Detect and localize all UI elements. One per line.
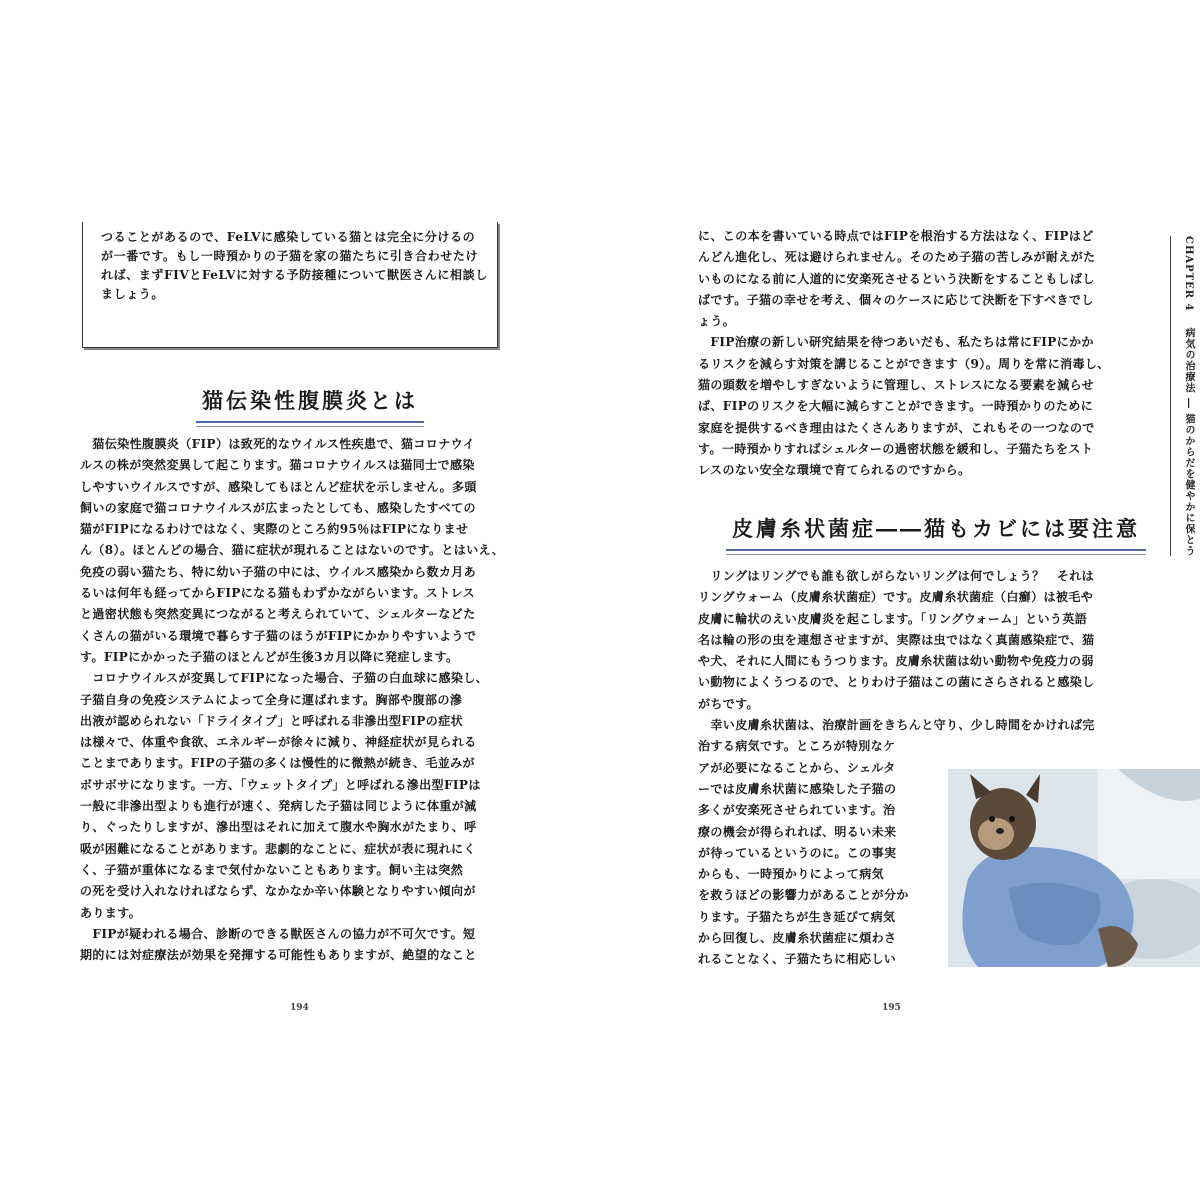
body-line: ーでは皮膚糸状菌に感染した子猫の bbox=[698, 781, 897, 796]
body-line: 名は輪の形の虫を連想させますが、実際は虫ではなく真菌感染症で、猫 bbox=[698, 632, 1095, 647]
note-line: つることがあるので、FeLVに感染している猫とは完全に分けるの bbox=[101, 230, 476, 244]
body-line: あります。 bbox=[80, 905, 142, 920]
chapter-title: 病気の治療法 ― 猫のからだを健やかに保とう bbox=[1183, 327, 1194, 557]
body-line: 療の機会が得られれば、明るい未来 bbox=[698, 824, 897, 839]
body-line: 吸が困難になることがあります。悲劇的なことに、症状が表に現れにく bbox=[80, 841, 476, 856]
body-line: ょう。 bbox=[698, 314, 736, 329]
note-line: ましょう。 bbox=[101, 287, 165, 301]
body-line: リングはリングでも誰も欲しがらないリングは何でしょう？ それは bbox=[698, 569, 1095, 583]
body-line: ことまであります。FIPの子猫の多くは慢性的に微熱が続き、毛並みが bbox=[80, 756, 475, 771]
body-line: から回復し、皮膚糸状菌症に煩わさ bbox=[698, 931, 897, 946]
body-line: ボサボサになります。一方、「ウェットタイプ」と呼ばれる滲出型FIPは bbox=[80, 777, 481, 792]
body-line: 皮膚に輪状のえい皮膚炎を起こします。「リングウォーム」という英語 bbox=[698, 611, 1088, 626]
kitten-photo bbox=[948, 769, 1200, 967]
body-line: が待っているというのに。この事実 bbox=[698, 845, 897, 860]
body-line: す。FIPにかかった子猫のほとんどが生後3カ月以降に発症します。 bbox=[80, 649, 459, 664]
right-top-text bbox=[698, 226, 1130, 482]
body-line: るいは何年も経ってからFIPになる猫もわずかながらいます。ストレス bbox=[80, 586, 476, 601]
body-line: いものになる前に人道的に安楽死させるという決断をすることもしばし bbox=[698, 271, 1095, 286]
body-line: 多くが安楽死させられています。治 bbox=[698, 803, 896, 818]
section-heading-fip: 猫伝染性腹膜炎とは bbox=[196, 385, 424, 423]
kitten-in-towel-illustration bbox=[948, 769, 1200, 967]
body-line: 子猫自身の免疫システムによって全身に運ばれます。胸部や腹部の滲 bbox=[80, 692, 463, 707]
body-line: 出液が認められない「ドライタイプ」と呼ばれる非滲出型FIPの症状 bbox=[80, 713, 463, 728]
body-line: んどん進化し、死は避けられません。そのため子猫の苦しみが耐えがた bbox=[698, 250, 1096, 265]
body-line: コロナウイルスが変異してFIPになった場合、子猫の白血球に感染し、 bbox=[80, 671, 489, 686]
chapter-running-header bbox=[1170, 236, 1196, 556]
body-line: 飼いの家庭で猫コロナウイルスが広まったとしても、感染したすべての bbox=[80, 500, 476, 515]
body-line: アが必要になることから、シェルタ bbox=[698, 760, 896, 775]
body-line: 家庭を提供するべき理由はたくさんありますが、これもその一つなので bbox=[698, 420, 1095, 435]
body-line: 治する病気です。ところが特別なケ bbox=[698, 739, 896, 754]
body-line: くさんの猫がいる環境で暮らす子猫のほうがFIPにかかりやすいようで bbox=[80, 628, 477, 643]
body-line: れることなく、子猫たちに相応しい bbox=[698, 952, 897, 967]
body-line: FIP治療の新しい研究結果を待つあいだも、私たちは常にFIPにかか bbox=[698, 335, 1094, 350]
body-line: は様々で、体重や食欲、エネルギーが徐々に減り、神経症状が見られる bbox=[80, 735, 477, 750]
body-line: り、ぐったりしますが、滲出型はそれに加えて腹水や胸水がたまり、呼 bbox=[80, 820, 477, 835]
note-line: が一番です。もし一時預かりの子猫を家の猫たちに引き合わせたけ bbox=[101, 249, 479, 263]
body-line: 猫の頭数を増やしすぎないように管理し、ストレスになる要素を減らせ bbox=[698, 378, 1095, 393]
body-line: す。一時預かりすればシェルターの過密状態を緩和し、子猫たちをスト bbox=[698, 441, 1094, 456]
body-line: と過密状態も突然変異につながると考えられていて、シェルターなどた bbox=[80, 607, 476, 622]
section-heading-ringworm: 皮膚糸状菌症――猫もカビには要注意 bbox=[726, 513, 1146, 551]
chapter-label: CHAPTER 4 bbox=[1183, 236, 1194, 312]
body-line: 幸い皮膚糸状菌は、治療計画をきちんと守り、少し時間をかければ完 bbox=[698, 718, 1095, 733]
body-line: レスのない安全な環境で育てられるのですから。 bbox=[698, 463, 971, 478]
body-line: ばです。子猫の幸せを考え、個々のケースに応じて決断を下すべきでし bbox=[698, 292, 1094, 307]
note-line: れば、まずFIVとFeLVに対する予防接種について獣医さんに相談し bbox=[101, 268, 488, 282]
body-line: や犬、それに人間にもうつります。皮膚糸状菌は幼い動物や免疫力の弱 bbox=[698, 654, 1094, 669]
body-line: ば、FIPのリスクを大幅に減らすことができます。一時預かりのために bbox=[698, 399, 1094, 414]
body-line: 猫がFIPになるわけではなく、実際のところ約95％はFIPになりませ bbox=[80, 522, 469, 537]
body-line: 猫伝染性腹膜炎（FIP）は致死的なウイルス性疾患で、猫コロナウイ bbox=[80, 437, 476, 451]
body-line: を救うほどの影響力があることが分か bbox=[698, 888, 909, 903]
body-line: るリスクを減らす対策を講じることができます（9）。周りを常に消毒し、 bbox=[698, 356, 1110, 371]
body-line: がちです。 bbox=[698, 696, 759, 711]
body-line: い動物によくうつるので、とりわけ子猫はこの菌にさらされると感染し bbox=[698, 675, 1095, 690]
body-line: リングウォーム（皮膚糸状菌症）です。皮膚糸状菌症（白癬）は被毛や bbox=[698, 590, 1094, 605]
body-line: く、子猫が重体になるまで気付かないこともあります。飼い主は突然 bbox=[80, 862, 464, 877]
body-line: に、この本を書いている時点ではFIPを根治する方法はなく、FIPはど bbox=[698, 229, 1094, 243]
body-line: 期的には対症療法が効果を発揮する可能性もありますが、絶望的なこと bbox=[80, 948, 477, 963]
body-line: ん（8）。ほとんどの場合、猫に症状が現れることはないのです。とはいえ、 bbox=[80, 543, 505, 558]
body-line: ルスの株が突然変異して起こります。猫コロナウイルスは猫同士で感染 bbox=[80, 458, 475, 473]
body-line: ります。子猫たちが生き延びて病気 bbox=[698, 909, 896, 924]
body-line: 一般に非滲出型よりも進行が速く、発病した子猫は同じように体重が減 bbox=[80, 799, 477, 814]
body-line: の死を受け入れなければならず、なかなか辛い体験となりやすい傾向が bbox=[80, 884, 476, 899]
page-number: 195 bbox=[882, 1003, 901, 1013]
body-line: しやすいウイルスですが、感染してもほとんど症状を示しません。多頭 bbox=[80, 479, 477, 494]
page-number: 194 bbox=[290, 1003, 309, 1013]
body-line: 免疫の弱い猫たち、特に幼い子猫の中には、ウイルス感染から数カ月あ bbox=[80, 564, 477, 579]
body-line: からも、一時預かりによって病気 bbox=[698, 867, 885, 882]
body-line: FIPが疑われる場合、診断のできる獣医さんの協力が不可欠です。短 bbox=[80, 926, 476, 941]
